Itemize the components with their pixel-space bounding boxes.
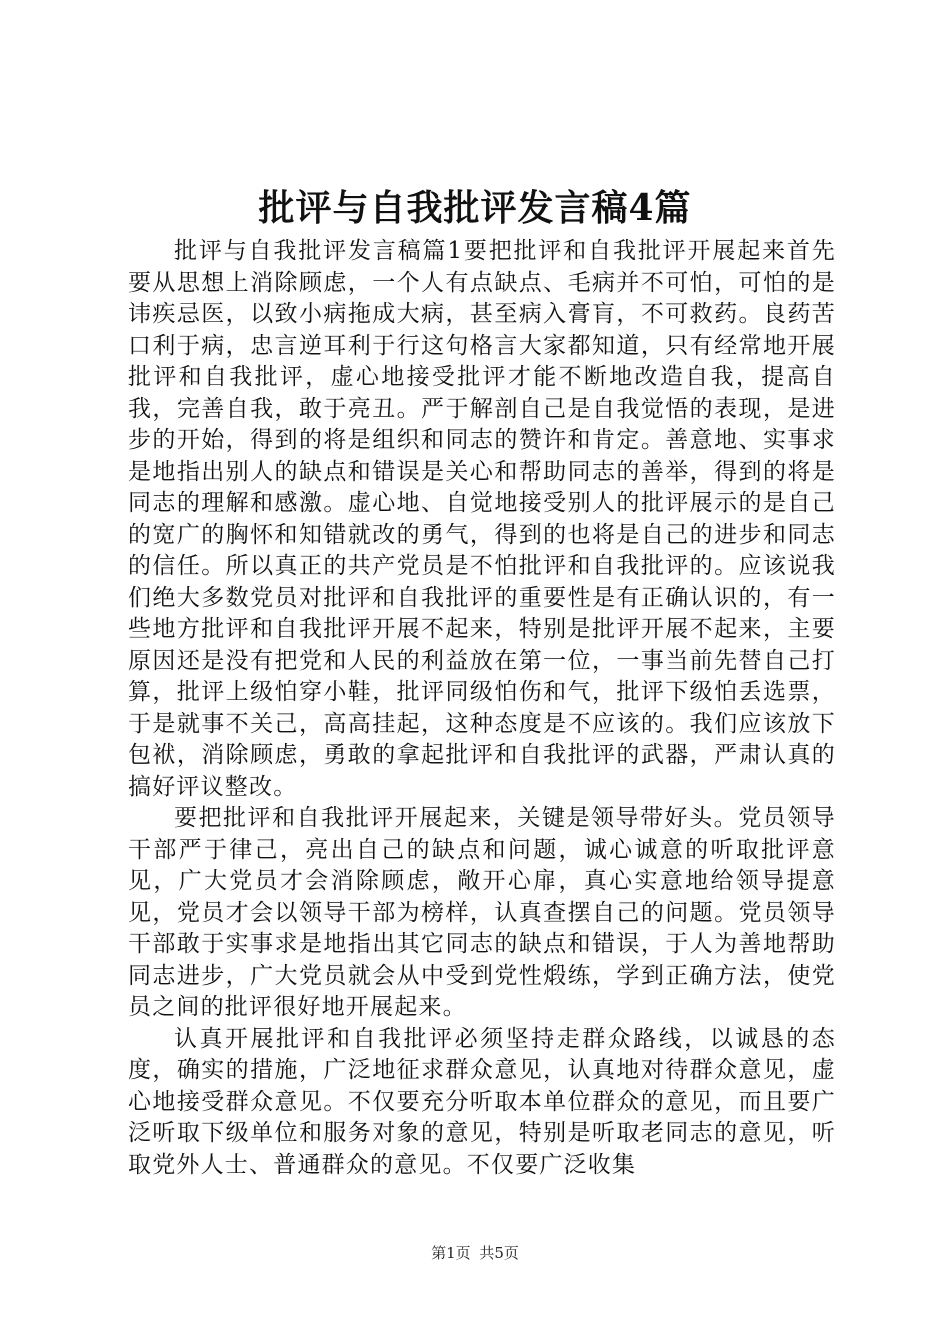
paragraph-3: 认真开展批评和自我批评必须坚持走群众路线，以诚恳的态度，确实的措施，广泛地征求群众意见，认真地对待群众意见，虚心地接受群众意见。不仅要充分听取本单位群众的意见，而且要广泛听取下级单位和服务对象的意见，特别是听取老同志的意见，听取党外人士、普通群众的意见。不仅要广泛收集 — [128, 1025, 836, 1178]
page-total: 共5页 — [479, 1244, 519, 1262]
page-footer — [0, 1243, 950, 1263]
document-title: 批评与自我批评发言稿4篇 — [258, 187, 692, 229]
page-number: 第1页 — [431, 1244, 471, 1262]
document-body — [128, 236, 836, 1181]
paragraph-1: 批评与自我批评发言稿篇1要把批评和自我批评开展起来首先要从思想上消除顾虑，一个人有点缺点、毛病并不可怕，可怕的是讳疾忌医，以致小病拖成大病，甚至病入膏肓，不可救药。良药苦口利于病，忠言逆耳利于行这句格言大家都知道，只有经常地开展批评和自我批评，虚心地接受批评才能不断地改造自我，提高自我，完善自我，敢于亮丑。严于解剖自己是自我觉悟的表现，是进步的开始，得到的将是组织和同志的赞许和肯定。善意地、实事求是地指出别人的缺点和错误是关心和帮助同志的善举，得到的将是同志的理解和感激。虚心地、自觉地接受别人的批评展示的是自己的宽广的胸怀和知错就改的勇气，得到的也将是自己的进步和同志的信任。所以真正的共产党员是不怕批评和自我批评的。应该说我们绝大多数党员对批评和自我批评的重要性是有正确认识的，有一些地方批评和自我批评开展不起来，特别是批评开展不起来，主要原因还是没有把党和人民的利益放在第一位，一事当前先替自己打算，批评上级怕穿小鞋，批评同级怕伤和气，批评下级怕丢选票，于是就事不关己，高高挂起，这种态度是不应该的。我们应该放下包袱，消除顾虑，勇敢的拿起批评和自我批评的武器，严肃认真的搞好评议整改。 — [128, 238, 836, 800]
paragraph-2: 要把批评和自我批评开展起来，关键是领导带好头。党员领导干部严于律己，亮出自己的缺点和问题，诚心诚意的听取批评意见，广大党员才会消除顾虑，敞开心扉，真心实意地给领导提意见，党员才会以领导干部为榜样，认真查摆自己的问题。党员领导干部敢于实事求是地指出其它同志的缺点和错误，于人为善地帮助同志进步，广大党员就会从中受到党性煅练，学到正确方法，使党员之间的批评很好地开展起来。 — [128, 805, 836, 1020]
